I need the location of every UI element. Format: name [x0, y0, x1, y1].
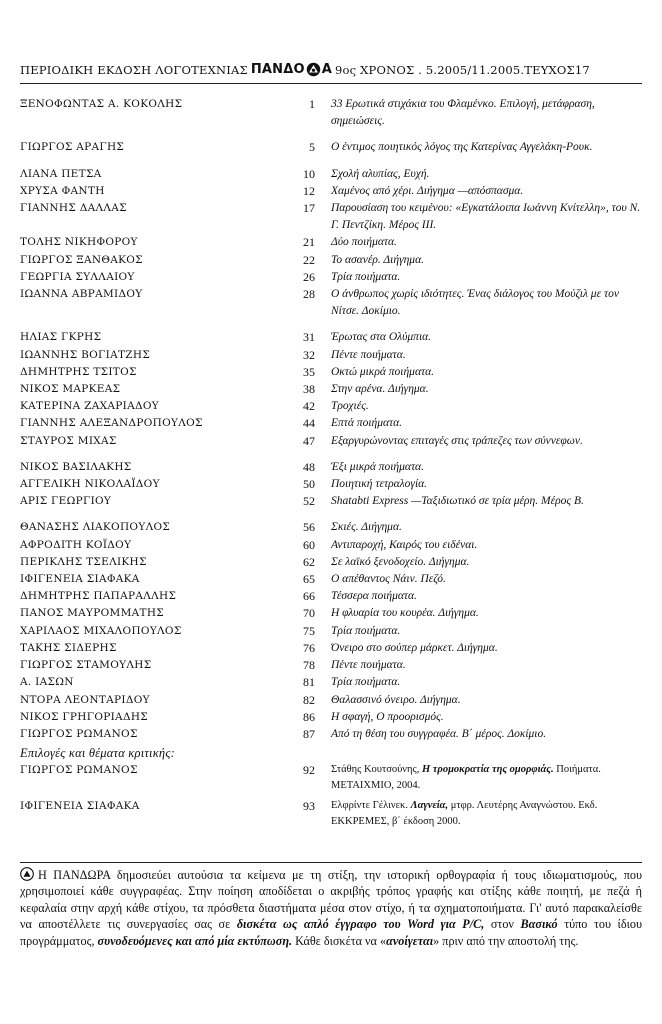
toc-title: Τρία ποιήματα.	[331, 624, 401, 637]
toc-author: ΣΤΑΥΡΟΣ ΜΙΧΑΣ	[20, 434, 117, 447]
toc-title: Shatabti Express —Ταξιδιωτικό σε τρία μέρη. Μέρος Β.	[331, 495, 584, 508]
toc-author: ΓΙΩΡΓΟΣ ΑΡΑΓΗΣ	[20, 141, 125, 154]
note-text-3: τύπο του ίδιου προγράμματος,	[20, 917, 642, 948]
toc-author: ΓΙΩΡΓΟΣ ΡΩΜΑΝΟΣ	[20, 727, 138, 740]
toc-title: Ο απέθαντος Νάιν. Πεζό.	[331, 573, 446, 586]
toc-page-number: 42	[303, 399, 315, 414]
criticism-section-heading: Επιλογές και θέματα κριτικής:	[20, 746, 175, 761]
toc-page-number: 10	[303, 166, 315, 181]
toc-page-number: 76	[303, 640, 315, 655]
toc-entry	[20, 398, 642, 415]
toc-page-number: 78	[303, 658, 315, 673]
note-text-2: στον	[484, 917, 521, 932]
toc-author: ΓΙΩΡΓΟΣ ΡΩΜΑΝΟΣ	[20, 764, 138, 777]
toc-entry	[20, 433, 642, 450]
toc-page-number: 22	[303, 252, 315, 267]
toc-title: Ο άνθρωπος χωρίς ιδιότητες. Ένας διάλογος του Μούζιλ με τον Νίτσε. Δοκίμιο.	[331, 288, 619, 318]
footer-rule	[20, 862, 642, 863]
note-text-5: » πριν από την αποστολή της.	[433, 933, 579, 948]
toc-page-number: 26	[303, 269, 315, 284]
toc-title: Όνειρο στο σούπερ μάρκετ. Διήγημα.	[331, 641, 498, 654]
toc-entry	[20, 476, 642, 493]
toc-title: Αντιπαροχή, Καιρός του ειδέναι.	[331, 538, 478, 551]
toc-entry	[20, 674, 642, 691]
note-bold-1: δισκέτα ως απλό έγγραφο του Word για P/C,	[236, 917, 485, 932]
toc-title: Η σφαγή, Ο προορισμός.	[331, 710, 444, 723]
toc-author: ΔΗΜΗΤΡΗΣ ΤΣΙΤΟΣ	[20, 365, 137, 378]
toc-entry	[20, 588, 642, 605]
toc-title: Πέντε ποιήματα.	[331, 348, 406, 361]
brand-text-b: Α	[321, 62, 333, 77]
toc-author: ΤΑΚΗΣ ΣΙΔΕΡΗΣ	[20, 641, 117, 654]
toc-title: Τέσσερα ποιήματα.	[331, 590, 417, 603]
toc-page-number: 56	[303, 520, 315, 535]
toc-title: Έξι μικρά ποιήματα.	[331, 460, 424, 473]
note-bold-4: ανοίγεται	[386, 933, 434, 948]
editorial-note	[20, 867, 642, 949]
toc-page-number: 52	[303, 494, 315, 509]
toc-author: ΙΩΑΝΝΑ ΑΒΡΑΜΙΔΟΥ	[20, 288, 143, 301]
toc-title: 33 Ερωτικά στιχάκια του Φλαμένκο. Επιλογή, μετάφραση, σημειώσεις.	[331, 98, 595, 128]
toc-author: ΚΑΤΕΡΙΝΑ ΖΑΧΑΡΙΑΔΟΥ	[20, 400, 159, 413]
toc-author: ΝΙΚΟΣ ΓΡΗΓΟΡΙΑΔΗΣ	[20, 710, 149, 723]
toc-title	[331, 762, 642, 794]
toc-author: ΤΟΛΗΣ ΝΙΚΗΦΟΡΟΥ	[20, 236, 138, 249]
toc-page-number: 28	[303, 287, 315, 302]
toc-author: ΔΗΜΗΤΡΗΣ ΠΑΠΑΡΑΛΛΗΣ	[20, 590, 177, 603]
toc-title: Επτά ποιήματα.	[331, 417, 403, 430]
toc-author: ΞΕΝΟΦΩΝΤΑΣ Α. ΚΟΚΟΛΗΣ	[20, 98, 183, 110]
toc-author: ΝΙΚΟΣ ΒΑΣΙΛΑΚΗΣ	[20, 460, 132, 473]
table-of-contents	[20, 96, 642, 830]
toc-title: Εξαργυρώνοντας επιταγές στις τράπεζες των σύννεφων.	[331, 434, 583, 447]
toc-author: ΙΦΙΓΕΝΕΙΑ ΣΙΑΦΑΚΑ	[20, 573, 140, 586]
toc-title	[331, 798, 642, 830]
toc-page-number: 38	[303, 382, 315, 397]
toc-author: ΧΑΡΙΛΑΟΣ ΜΙΧΑΛΟΠΟΥΛΟΣ	[20, 624, 182, 637]
toc-entry	[20, 692, 642, 709]
note-text-1: Η ΠΑΝΔΩΡΑ δημοσιεύει αυτούσια τα κείμενα με τη στίξη, την ιστορική ορθογραφία ή τους ιδιωματισμούς, που χρησιμοποιεί κάθε συγγραφέας. Στην ποίηση αποδίδεται ο ακριβής τρόπος γραφής και στίξης κάθε ποιητή, με πεζά ή κεφαλαία στην αρχή κάθε στίχου, τα πρόσθετα διαστήματα μέσα στον στίχο, ή τα σχηματοποιήματα. Γι' αυτό παρακαλείσθε να αποστέλλετε τις συνεργασίες σας σε	[20, 868, 642, 932]
toc-title: Στην αρένα. Διήγημα.	[331, 383, 429, 396]
toc-entry	[20, 623, 642, 640]
toc-page-number: 50	[303, 477, 315, 492]
toc-title: Το ασανέρ. Διήγημα.	[331, 253, 424, 266]
toc-author: ΓΙΑΝΝΗΣ ΑΛΕΞΑΝΔΡΟΠΟΥΛΟΣ	[20, 417, 203, 430]
toc-author: ΙΩΑΝΝΗΣ ΒΟΓΙΑΤΖΗΣ	[20, 348, 151, 361]
toc-page-number: 65	[303, 572, 315, 587]
toc-entry	[20, 96, 642, 130]
toc-title: Οκτώ μικρά ποιήματα.	[331, 365, 435, 378]
toc-page-number: 75	[303, 623, 315, 638]
toc-author: ΝΤΟΡΑ ΛΕΟΝΤΑΡΙΔΟΥ	[20, 693, 150, 706]
note-text-4: Κάθε δισκέτα να «	[292, 933, 387, 948]
toc-title: Από τη θέση του συγγραφέα. Β΄ μέρος. Δοκίμιο.	[331, 727, 547, 740]
toc-entry	[20, 605, 642, 622]
toc-page-number: 1	[309, 97, 315, 111]
toc-entry	[20, 252, 642, 269]
toc-entry	[20, 415, 642, 432]
toc-author: ΑΦΡΟΔΙΤΗ ΚΟΪΔΟΥ	[20, 538, 132, 551]
toc-title: Χαμένος από χέρι. Διήγημα —απόσπασμα.	[331, 184, 524, 197]
toc-entry	[20, 709, 642, 726]
toc-entry	[20, 519, 642, 536]
toc-entry	[20, 200, 642, 234]
toc-page-number: 35	[303, 364, 315, 379]
running-header	[20, 62, 642, 77]
toc-title: Σχολή αλυπίας, Ευχή.	[331, 167, 430, 180]
toc-entry	[20, 364, 642, 381]
toc-entry	[20, 166, 642, 183]
toc-page-number: 31	[303, 330, 315, 345]
toc-entry	[20, 726, 642, 743]
toc-author: ΓΕΩΡΓΙΑ ΣΥΛΛΑΙΟΥ	[20, 270, 135, 283]
toc-page-number: 60	[303, 537, 315, 552]
toc-title: Τρία ποιήματα.	[331, 676, 401, 689]
toc-title: Δύο ποιήματα.	[331, 236, 397, 249]
note-bold-3: συνοδευόμενες και από μία εκτύπωση.	[97, 933, 293, 948]
review-details: μτφρ. Λευτέρης Αναγνώστου. Εκδ. ΕΚΚΡΕΜΕΣ, β΄ έκδοση 2000.	[331, 800, 598, 828]
toc-author: ΑΓΓΕΛΙΚΗ ΝΙΚΟΛΑΪΔΟΥ	[20, 478, 160, 491]
toc-page-number: 87	[303, 726, 315, 741]
toc-page-number: 47	[303, 433, 315, 448]
toc-page-number: 44	[303, 416, 315, 431]
review-author: Ελφρίντε Γέλινεκ.	[331, 800, 411, 812]
pandora-logo-icon	[306, 62, 321, 77]
toc-author: ΛΙΑΝΑ ΠΕΤΣΑ	[20, 167, 102, 180]
toc-entry	[20, 459, 642, 476]
toc-author: ΗΛΙΑΣ ΓΚΡΗΣ	[20, 331, 102, 344]
toc-page-number: 92	[303, 763, 315, 778]
toc-title: Παρουσίαση του κειμένου: «Εγκατάλοιπα Ιωάννη Κνίτελλη», του Ν. Γ. Πεντζίκη. Μέρος ΙΙΙ.	[331, 202, 641, 232]
toc-author: ΙΦΙΓΕΝΕΙΑ ΣΙΑΦΑΚΑ	[20, 800, 140, 813]
toc-page-number: 48	[303, 459, 315, 474]
toc-entry	[20, 286, 642, 320]
toc-entry	[20, 347, 642, 364]
review-details: Ποιήματα. ΜΕΤΑΙΧΜΙΟ, 2004.	[331, 764, 601, 792]
toc-title: Τρία ποιήματα.	[331, 270, 401, 283]
toc-author: Α. ΙΑΣΩΝ	[20, 676, 74, 689]
toc-title: Ποιητική τετραλογία.	[331, 478, 428, 491]
toc-title: Θαλασσινό όνειρο. Διήγημα.	[331, 693, 461, 706]
toc-page-number: 32	[303, 347, 315, 362]
toc-title: Τροχιές.	[331, 400, 369, 413]
toc-entry	[20, 571, 642, 588]
header-rule	[20, 83, 642, 84]
toc-author: ΠΕΡΙΚΛΗΣ ΤΣΕΛΙΚΗΣ	[20, 555, 147, 568]
toc-page-number: 21	[303, 235, 315, 250]
pandora-brand	[251, 62, 332, 77]
criticism-entry	[20, 798, 642, 830]
toc-author: ΘΑΝΑΣΗΣ ΛΙΑΚΟΠΟΥΛΟΣ	[20, 521, 171, 534]
toc-page-number: 82	[303, 692, 315, 707]
toc-author: ΓΙΩΡΓΟΣ ΣΤΑΜΟΥΛΗΣ	[20, 659, 152, 672]
toc-entry	[20, 493, 642, 510]
toc-page-number: 86	[303, 709, 315, 724]
toc-entry	[20, 234, 642, 251]
toc-page-number: 62	[303, 554, 315, 569]
review-book-title: Η τρομοκρατία της ομορφιάς.	[421, 764, 554, 776]
toc-entry	[20, 381, 642, 398]
toc-title: Πέντε ποιήματα.	[331, 659, 406, 672]
toc-entry	[20, 640, 642, 657]
toc-title: Σκιές. Διήγημα.	[331, 521, 402, 534]
header-issue-info: 9ος ΧΡΟΝΟΣ . 5.2005/11.2005.ΤΕΥΧΟΣ17	[335, 62, 590, 77]
toc-page-number: 5	[309, 140, 315, 155]
toc-entry	[20, 537, 642, 554]
toc-title: Η φλυαρία του κουρέα. Διήγημα.	[331, 607, 479, 620]
toc-author: ΓΙΩΡΓΟΣ ΞΑΝΘΑΚΟΣ	[20, 253, 143, 266]
pandora-logo-icon	[20, 867, 34, 881]
review-book-title: Λαγνεία,	[410, 800, 449, 812]
toc-entry	[20, 139, 642, 156]
toc-author: ΑΡΙΣ ΓΕΩΡΓΙΟΥ	[20, 495, 112, 508]
criticism-entry	[20, 762, 642, 794]
toc-entry	[20, 183, 642, 200]
toc-author: ΠΑΝΟΣ ΜΑΥΡΟΜΜΑΤΗΣ	[20, 607, 165, 620]
toc-page-number: 70	[303, 606, 315, 621]
toc-author: ΧΡΥΣΑ ΦΑΝΤΗ	[20, 184, 105, 197]
toc-entry	[20, 657, 642, 674]
toc-title: Έρωτας στα Ολύμπια.	[331, 331, 432, 344]
toc-page-number: 17	[303, 201, 315, 216]
note-bold-2: Βασικό	[520, 917, 558, 932]
toc-entry	[20, 554, 642, 571]
toc-author: ΓΙΑΝΝΗΣ ΔΑΛΛΑΣ	[20, 202, 127, 215]
toc-page-number: 93	[303, 799, 315, 814]
toc-page-number: 81	[303, 675, 315, 690]
toc-author: ΝΙΚΟΣ ΜΑΡΚΕΑΣ	[20, 383, 121, 396]
toc-entry	[20, 329, 642, 346]
toc-page-number: 12	[303, 183, 315, 198]
toc-title: Σε λαϊκό ξενοδοχείο. Διήγημα.	[331, 555, 470, 568]
toc-entry	[20, 269, 642, 286]
toc-title: Ο έντιμος ποιητικός λόγος της Κατερίνας Αγγελάκη-Ρουκ.	[331, 141, 593, 154]
brand-text-a: ΠΑΝΔΟ	[250, 62, 305, 77]
header-publication-label: ΠΕΡΙΟΔΙΚΗ ΕΚΔΟΣΗ ΛΟΓΟΤΕΧΝΙΑΣ	[20, 62, 248, 77]
review-author: Στάθης Κουτσούνης,	[331, 764, 422, 776]
toc-page-number: 66	[303, 589, 315, 604]
